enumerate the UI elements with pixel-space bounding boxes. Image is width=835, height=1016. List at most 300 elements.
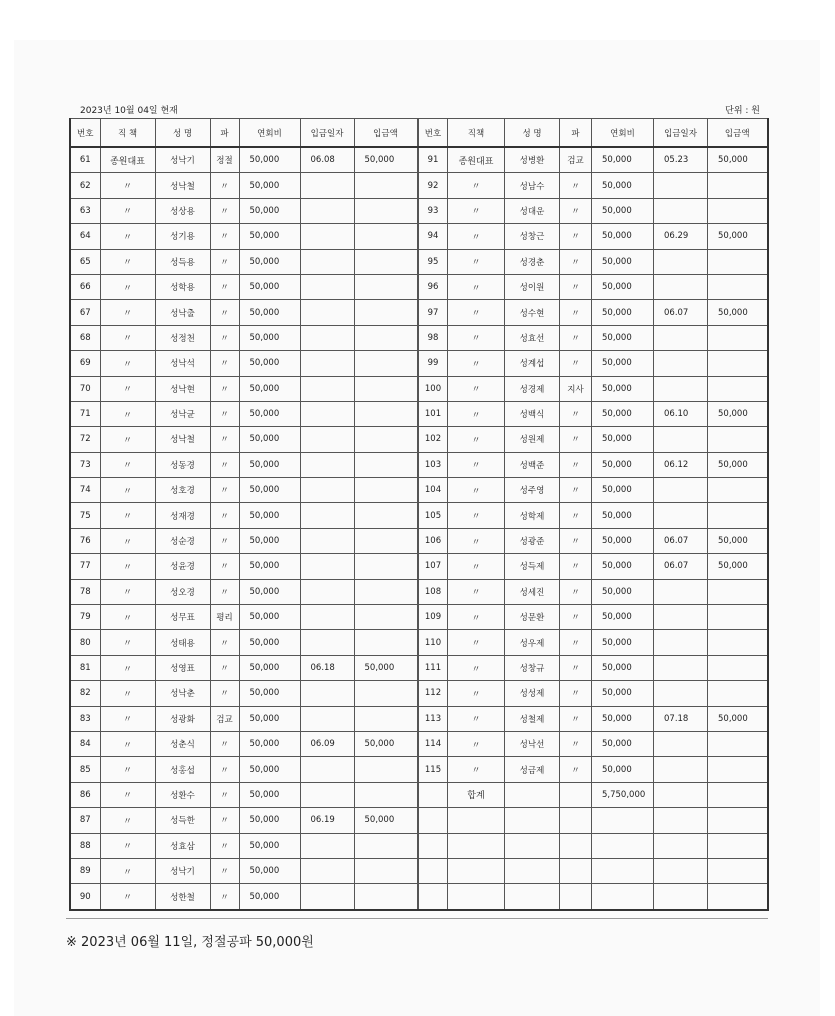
cell-title: 〃 <box>100 224 155 249</box>
cell-title: 〃 <box>448 731 505 756</box>
cell-fee: 50,000 <box>592 731 654 756</box>
table-row <box>419 478 768 503</box>
cell-fee <box>592 833 654 858</box>
table-row <box>70 173 417 198</box>
cell-fee: 50,000 <box>592 173 654 198</box>
cell-branch: 〃 <box>560 554 592 579</box>
cell-fee: 50,000 <box>239 300 300 325</box>
cell-name: 성낙춘 <box>155 681 210 706</box>
cell-name: 성남수 <box>505 173 560 198</box>
cell-date <box>300 300 354 325</box>
cell-amount <box>354 681 417 706</box>
cell-fee: 50,000 <box>592 452 654 477</box>
cell-name: 성계섭 <box>505 351 560 376</box>
cell-name: 성낙철 <box>155 173 210 198</box>
cell-name <box>505 858 560 883</box>
header-row <box>70 119 417 148</box>
cell-no: 86 <box>70 782 100 807</box>
cell-fee: 50,000 <box>592 147 654 173</box>
cell-fee: 50,000 <box>592 655 654 680</box>
cell-title: 〃 <box>448 274 505 299</box>
cell-amount <box>708 325 768 350</box>
cell-title: 〃 <box>448 198 505 223</box>
cell-branch: 평리 <box>210 605 239 630</box>
cell-date <box>300 198 354 223</box>
cell-date <box>300 554 354 579</box>
cell-no: 64 <box>70 224 100 249</box>
cell-fee: 50,000 <box>239 401 300 426</box>
col-amount: 입금액 <box>708 119 768 148</box>
cell-branch: 〃 <box>210 757 239 782</box>
cell-no: 110 <box>419 630 448 655</box>
cell-date: 06.08 <box>300 147 354 173</box>
cell-branch: 〃 <box>560 401 592 426</box>
cell-amount <box>354 427 417 452</box>
table-row <box>419 706 768 731</box>
cell-date <box>300 351 354 376</box>
cell-no: 106 <box>419 528 448 553</box>
cell-title: 〃 <box>448 224 505 249</box>
cell-no: 73 <box>70 452 100 477</box>
cell-amount <box>354 503 417 528</box>
cell-no: 112 <box>419 681 448 706</box>
table-row <box>70 478 417 503</box>
cell-name: 성창규 <box>505 655 560 680</box>
cell-fee: 50,000 <box>239 655 300 680</box>
cell-no: 92 <box>419 173 448 198</box>
cell-no: 99 <box>419 351 448 376</box>
cell-date <box>654 376 708 401</box>
cell-fee <box>592 884 654 910</box>
cell-name: 성영표 <box>155 655 210 680</box>
cell-date <box>300 376 354 401</box>
table-row <box>419 376 768 401</box>
cell-branch: 〃 <box>560 325 592 350</box>
cell-fee: 50,000 <box>239 528 300 553</box>
cell-title: 〃 <box>100 757 155 782</box>
cell-name: 성경춘 <box>505 249 560 274</box>
cell-date <box>654 808 708 833</box>
cell-title: 〃 <box>100 706 155 731</box>
cell-no: 66 <box>70 274 100 299</box>
footnote: ※ 2023년 06월 11일, 정절공파 50,000원 <box>66 935 314 950</box>
cell-name: 성경제 <box>505 376 560 401</box>
cell-fee: 50,000 <box>239 224 300 249</box>
cell-amount <box>708 478 768 503</box>
cell-fee: 50,000 <box>239 503 300 528</box>
col-name: 성 명 <box>155 119 210 148</box>
cell-name: 성주영 <box>505 478 560 503</box>
cell-date <box>654 503 708 528</box>
cell-title: 〃 <box>100 528 155 553</box>
cell-amount: 50,000 <box>708 147 768 173</box>
cell-branch: 검교 <box>210 706 239 731</box>
table-row <box>419 224 768 249</box>
cell-name: 성금제 <box>505 757 560 782</box>
cell-title: 〃 <box>100 630 155 655</box>
cell-no: 85 <box>70 757 100 782</box>
cell-amount <box>708 731 768 756</box>
cell-date <box>300 173 354 198</box>
cell-name: 성성제 <box>505 681 560 706</box>
cell-name: 성세진 <box>505 579 560 604</box>
cell-date: 06.19 <box>300 808 354 833</box>
cell-branch <box>560 782 592 807</box>
cell-title: 〃 <box>448 605 505 630</box>
cell-title: 〃 <box>448 757 505 782</box>
table-row <box>419 731 768 756</box>
cell-amount <box>354 452 417 477</box>
cell-date <box>654 173 708 198</box>
cell-name: 성학제 <box>505 503 560 528</box>
cell-branch: 〃 <box>210 427 239 452</box>
cell-date <box>300 706 354 731</box>
cell-amount <box>708 173 768 198</box>
cell-date: 06.07 <box>654 300 708 325</box>
cell-no: 74 <box>70 478 100 503</box>
cell-no: 69 <box>70 351 100 376</box>
table-row <box>419 503 768 528</box>
cell-amount: 50,000 <box>354 147 417 173</box>
table-row <box>70 579 417 604</box>
col-title: 직책 <box>448 119 505 148</box>
cell-no <box>419 808 448 833</box>
cell-branch: 〃 <box>560 605 592 630</box>
cell-branch: 〃 <box>210 782 239 807</box>
cell-title: 〃 <box>448 706 505 731</box>
table-row <box>419 554 768 579</box>
cell-no: 61 <box>70 147 100 173</box>
cell-branch: 〃 <box>560 173 592 198</box>
cell-amount <box>354 858 417 883</box>
cell-name: 성득용 <box>155 249 210 274</box>
member-table-right <box>418 118 769 911</box>
cell-no: 76 <box>70 528 100 553</box>
cell-amount <box>354 782 417 807</box>
table-row <box>419 757 768 782</box>
table-row <box>419 605 768 630</box>
cell-branch: 〃 <box>210 224 239 249</box>
cell-name: 성병환 <box>505 147 560 173</box>
cell-name: 성득한 <box>155 808 210 833</box>
table-row <box>70 833 417 858</box>
cell-date: 06.12 <box>654 452 708 477</box>
cell-amount <box>708 833 768 858</box>
cell-branch: 〃 <box>210 579 239 604</box>
cell-no: 80 <box>70 630 100 655</box>
cell-name: 성상용 <box>155 198 210 223</box>
cell-branch: 〃 <box>560 579 592 604</box>
cell-name: 성낙석 <box>155 351 210 376</box>
table-row <box>419 655 768 680</box>
cell-amount: 50,000 <box>354 655 417 680</box>
cell-no: 68 <box>70 325 100 350</box>
cell-amount <box>708 351 768 376</box>
cell-no: 114 <box>419 731 448 756</box>
cell-title: 〃 <box>448 173 505 198</box>
table-row <box>70 884 417 910</box>
cell-no: 71 <box>70 401 100 426</box>
table-row <box>419 681 768 706</box>
cell-branch: 〃 <box>560 528 592 553</box>
cell-branch: 〃 <box>560 681 592 706</box>
cell-no: 88 <box>70 833 100 858</box>
cell-date <box>654 782 708 807</box>
cell-fee <box>592 808 654 833</box>
col-no: 번호 <box>419 119 448 148</box>
cell-branch: 〃 <box>560 731 592 756</box>
cell-name: 성한철 <box>155 884 210 910</box>
cell-fee: 50,000 <box>239 782 300 807</box>
table-row <box>419 351 768 376</box>
cell-name: 성효삼 <box>155 833 210 858</box>
cell-date: 06.10 <box>654 401 708 426</box>
cell-date <box>654 325 708 350</box>
cell-amount <box>354 630 417 655</box>
cell-fee: 50,000 <box>239 858 300 883</box>
cell-amount <box>354 325 417 350</box>
cell-date <box>654 579 708 604</box>
cell-no: 115 <box>419 757 448 782</box>
cell-branch <box>560 858 592 883</box>
cell-date <box>654 731 708 756</box>
cell-fee: 50,000 <box>239 605 300 630</box>
cell-fee: 50,000 <box>239 731 300 756</box>
table-row <box>70 376 417 401</box>
cell-title: 〃 <box>448 630 505 655</box>
cell-date <box>300 274 354 299</box>
cell-name: 성기용 <box>155 224 210 249</box>
cell-amount <box>354 173 417 198</box>
cell-branch: 〃 <box>560 300 592 325</box>
cell-branch: 〃 <box>210 274 239 299</box>
cell-title: 〃 <box>100 173 155 198</box>
cell-fee: 50,000 <box>239 147 300 173</box>
table-row <box>419 173 768 198</box>
cell-branch: 〃 <box>560 224 592 249</box>
cell-no: 97 <box>419 300 448 325</box>
cell-branch: 〃 <box>210 249 239 274</box>
cell-branch: 〃 <box>210 554 239 579</box>
cell-amount: 50,000 <box>708 224 768 249</box>
cell-no: 111 <box>419 655 448 680</box>
cell-branch: 〃 <box>560 757 592 782</box>
cell-name: 성순경 <box>155 528 210 553</box>
cell-fee: 50,000 <box>592 579 654 604</box>
cell-title: 〃 <box>448 478 505 503</box>
cell-branch: 〃 <box>210 655 239 680</box>
cell-name: 성효선 <box>505 325 560 350</box>
cell-name: 성득제 <box>505 554 560 579</box>
cell-amount <box>354 554 417 579</box>
table-row <box>419 198 768 223</box>
cell-no: 98 <box>419 325 448 350</box>
cell-fee: 50,000 <box>239 427 300 452</box>
cell-date <box>300 503 354 528</box>
cell-fee: 50,000 <box>239 884 300 910</box>
cell-name: 성수현 <box>505 300 560 325</box>
cell-amount <box>708 681 768 706</box>
cell-name: 성학용 <box>155 274 210 299</box>
cell-name: 성대운 <box>505 198 560 223</box>
cell-fee: 50,000 <box>239 274 300 299</box>
cell-amount <box>708 858 768 883</box>
cell-date <box>654 605 708 630</box>
table-row <box>419 579 768 604</box>
cell-date <box>654 833 708 858</box>
table-row <box>70 706 417 731</box>
cell-date: 06.29 <box>654 224 708 249</box>
cell-amount <box>708 249 768 274</box>
cell-amount <box>354 884 417 910</box>
cell-date: 07.18 <box>654 706 708 731</box>
table-row <box>419 452 768 477</box>
cell-amount <box>354 528 417 553</box>
cell-date: 06.18 <box>300 655 354 680</box>
table-row <box>70 452 417 477</box>
cell-date <box>654 681 708 706</box>
cell-name: 성재경 <box>155 503 210 528</box>
cell-date: 06.07 <box>654 528 708 553</box>
cell-title: 〃 <box>100 478 155 503</box>
cell-no: 87 <box>70 808 100 833</box>
cell-no: 78 <box>70 579 100 604</box>
cell-name <box>505 782 560 807</box>
cell-title: 〃 <box>100 351 155 376</box>
cell-no: 67 <box>70 300 100 325</box>
cell-no: 101 <box>419 401 448 426</box>
cell-fee: 50,000 <box>239 198 300 223</box>
col-fee: 연회비 <box>592 119 654 148</box>
cell-name: 성원제 <box>505 427 560 452</box>
cell-fee: 50,000 <box>592 528 654 553</box>
table-row <box>70 351 417 376</box>
table-row <box>70 605 417 630</box>
cell-title: 〃 <box>448 452 505 477</box>
cell-date <box>654 655 708 680</box>
left-body <box>70 147 417 910</box>
cell-date <box>300 528 354 553</box>
cell-fee: 50,000 <box>239 757 300 782</box>
cell-branch: 〃 <box>560 655 592 680</box>
cell-title: 〃 <box>448 528 505 553</box>
cell-title: 〃 <box>448 503 505 528</box>
cell-title: 〃 <box>448 325 505 350</box>
table-row <box>70 401 417 426</box>
cell-name: 성이원 <box>505 274 560 299</box>
header-row <box>419 119 768 148</box>
cell-no: 105 <box>419 503 448 528</box>
cell-no: 93 <box>419 198 448 223</box>
table-row <box>70 147 417 173</box>
cell-amount <box>708 274 768 299</box>
cell-amount: 50,000 <box>354 808 417 833</box>
cell-date: 06.09 <box>300 731 354 756</box>
cell-fee: 50,000 <box>239 173 300 198</box>
cell-fee: 50,000 <box>592 351 654 376</box>
cell-amount <box>708 198 768 223</box>
cell-amount <box>354 198 417 223</box>
cell-branch: 〃 <box>560 274 592 299</box>
cell-no: 104 <box>419 478 448 503</box>
cell-title: 〃 <box>100 808 155 833</box>
table-row <box>70 731 417 756</box>
cell-title: 〃 <box>448 554 505 579</box>
cell-branch: 〃 <box>560 706 592 731</box>
cell-title <box>448 884 505 910</box>
table-row <box>70 808 417 833</box>
cell-amount <box>708 655 768 680</box>
cell-date <box>654 630 708 655</box>
cell-date <box>654 351 708 376</box>
cell-name <box>505 808 560 833</box>
cell-date <box>654 757 708 782</box>
cell-title <box>448 833 505 858</box>
cell-name: 성우제 <box>505 630 560 655</box>
table-row <box>419 300 768 325</box>
cell-date <box>654 858 708 883</box>
cell-date: 06.07 <box>654 554 708 579</box>
cell-amount <box>708 808 768 833</box>
cell-amount: 50,000 <box>708 528 768 553</box>
table-row <box>70 198 417 223</box>
cell-amount <box>708 757 768 782</box>
cell-date <box>300 630 354 655</box>
cell-title: 〃 <box>100 655 155 680</box>
cell-fee: 50,000 <box>239 376 300 401</box>
cell-title: 〃 <box>100 579 155 604</box>
cell-amount <box>354 833 417 858</box>
cell-fee: 50,000 <box>592 630 654 655</box>
cell-title: 〃 <box>100 300 155 325</box>
cell-amount: 50,000 <box>354 731 417 756</box>
cell-name: 성낙균 <box>155 401 210 426</box>
cell-branch: 〃 <box>210 630 239 655</box>
table-row <box>419 858 768 883</box>
cell-amount <box>354 757 417 782</box>
cell-name <box>505 884 560 910</box>
table-row <box>419 833 768 858</box>
cell-fee: 50,000 <box>239 249 300 274</box>
member-table-left <box>69 118 418 911</box>
cell-fee: 50,000 <box>239 681 300 706</box>
cell-title: 〃 <box>448 376 505 401</box>
cell-amount <box>708 579 768 604</box>
cell-amount <box>708 782 768 807</box>
cell-amount: 50,000 <box>708 401 768 426</box>
cell-branch <box>560 808 592 833</box>
cell-fee: 50,000 <box>592 274 654 299</box>
cell-no: 107 <box>419 554 448 579</box>
cell-fee: 50,000 <box>592 605 654 630</box>
table-row <box>70 782 417 807</box>
cell-name: 성낙출 <box>155 300 210 325</box>
cell-no: 108 <box>419 579 448 604</box>
cell-fee: 50,000 <box>592 300 654 325</box>
cell-fee: 50,000 <box>592 757 654 782</box>
cell-no: 94 <box>419 224 448 249</box>
table-row <box>419 147 768 173</box>
table-row <box>70 655 417 680</box>
right-body <box>419 147 768 910</box>
cell-title: 〃 <box>100 833 155 858</box>
cell-no: 95 <box>419 249 448 274</box>
cell-branch <box>560 833 592 858</box>
cell-branch: 검교 <box>560 147 592 173</box>
cell-name: 성홍섭 <box>155 757 210 782</box>
cell-fee: 50,000 <box>239 351 300 376</box>
cell-branch: 〃 <box>210 351 239 376</box>
